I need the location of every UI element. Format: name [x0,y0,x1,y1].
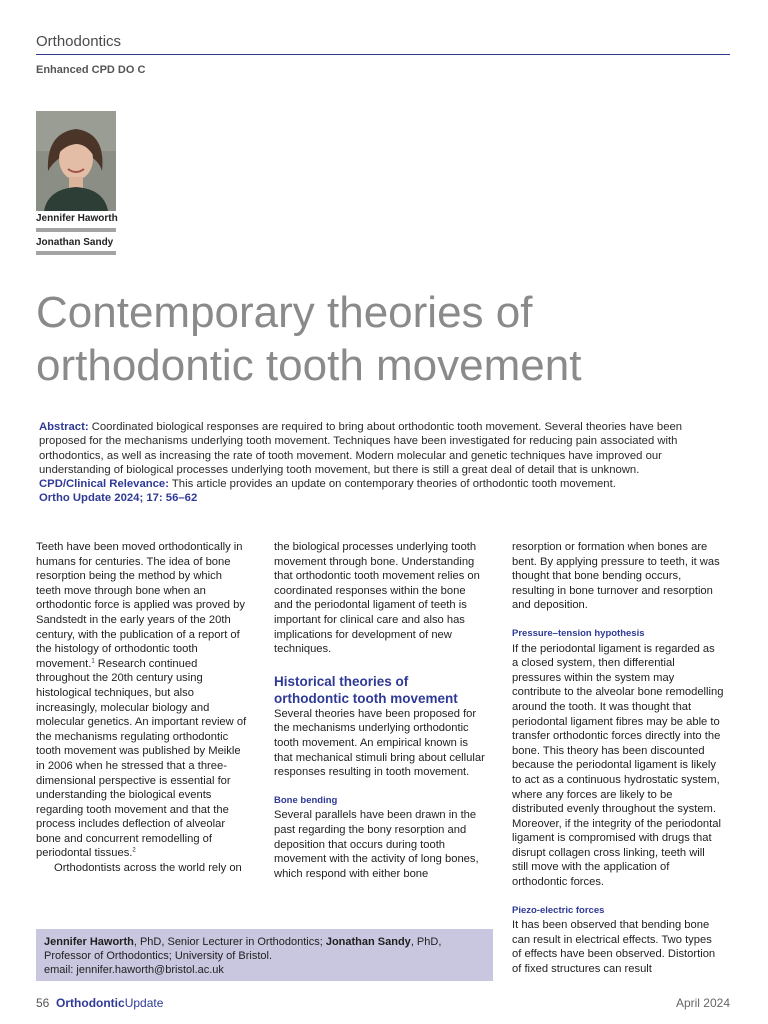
author-email[interactable]: email: jennifer.haworth@bristol.ac.uk [44,964,224,976]
col1-text-1: Teeth have been moved orthodontically in humans for centuries. The idea of bone resorption being the method by which teeth move through bone when an orthodontic force is applied was proved by Sandstedt in the early years of the 20th century, with the publication of a report of the histology of orthodontic tooth movement. [36,541,245,670]
col2-paragraph-3: Several parallels have been drawn in the past regarding the bony resorption and deposition that occurs during tooth movement with the activity of long bones, which respond with either bone [274,809,479,880]
col3-paragraph-3: It has been observed that bending bone can result in electrical effects. Two types of effects have been observed. Distortion of fixed structures can result [512,919,716,976]
affiliation-name-1: Jennifer Haworth [44,936,134,948]
cpd-relevance-text: This article provides an update on contemporary theories of orthodontic tooth movement. [168,478,616,491]
subheading-pressure-tension: Pressure–tension hypothesis [512,627,645,639]
reference-2: 2 [132,847,136,854]
column-2 [274,540,486,881]
cpd-label: Enhanced CPD DO C [36,64,146,76]
footer-left [36,996,163,1010]
column-1 [36,540,248,876]
author-photo [36,111,116,211]
page-number: 56 [36,996,50,1010]
col1-paragraph-2: Orthodontists across the world rely on [54,862,242,875]
col3-paragraph-1: resorption or formation when bones are bent. By applying pressure to teeth, it was thought that bone bending occurs, resulting in bone turnover and resorption and deposition. [512,541,720,612]
cpd-relevance-label: CPD/Clinical Relevance: [39,478,169,491]
col2-paragraph-2: Several theories have been proposed for the mechanisms underlying orthodontic tooth movement. An empirical known is that mechanical stimuli bring about cellular responses resulting in tooth movement. [274,707,485,779]
affiliation-name-2: Jonathan Sandy [325,936,411,948]
subheading-bone-bending: Bone bending [274,794,338,806]
abstract-text: Coordinated biological responses are required to bring about orthodontic tooth movement. Several theories have been proposed for the mechanisms underlying tooth movement. Techniques have been investigated for reducing pain associated with orthodontics, as well as increasing the rate of tooth movement. Modern molecular and genetic techniques have improved our understanding of biological processes underlying tooth movement, but there is still a great deal of detail that is unknown. [39,421,683,476]
citation: Ortho Update 2024; 17: 56–62 [39,492,198,505]
article-title-line-2: orthodontic tooth movement [36,341,582,390]
col2-paragraph-1: the biological processes underlying tooth movement through bone. Understanding that orthodontic tooth movement relies on coordinated responses within the bone and the periodontal ligament of teeth is important for clinical care and also has implications for development of new techniques. [274,541,480,656]
author-bar-1 [36,228,116,232]
col1-text-2: Research continued throughout the 20th century using histological techniques, but also increasingly, molecular biology and molecular genetics. An important review of the mechanisms regulating orthodontic tooth movement was published by Meikle in 2006 when he stressed that a three-dimensional perspective is essential for understanding the biological events regarding tooth movement and that the process includes deflection of alveolar bone and concurrent remodelling of periodontal tissues. [36,657,247,860]
section-heading-historical: Historical theories of orthodontic tooth movement [274,673,458,706]
article-title [36,286,736,392]
affiliation-detail-2: , PhD, Professor of Orthodontics; University of Bristol. [44,936,442,962]
author-affiliation-box [36,929,493,981]
author-name-1: Jennifer Haworth [36,213,118,224]
abstract [39,420,729,506]
col1-paragraph-1 [36,540,248,861]
header-rule [36,54,730,55]
section-label: Orthodontics [36,33,122,50]
affiliation-detail-1: , PhD, Senior Lecturer in Orthodontics; [133,936,326,948]
reference-1: 1 [91,658,95,665]
column-3 [512,540,724,977]
subheading-piezo-electric: Piezo-electric forces [512,904,605,916]
journal-name-regular: Update [124,996,164,1010]
author-name-2: Jonathan Sandy [36,237,114,248]
col3-paragraph-2: If the periodontal ligament is regarded as a closed system, then differential pressures within the system may contribute to the alveolar bone remodelling around the tooth. It was thought that periodontal ligament fibres may be able to transfer orthodontic forces directly into the bone. This theory has been discounted because the periodontal ligament is likely to act as a continuous hydrostatic system, where any forces are likely to be distributed evenly throughout the system. Moreover, if the integrity of the periodontal ligament is compromised with drugs that disrupt collagen cross linking, teeth will still move with the application of orthodontic forces. [512,642,724,889]
journal-name-bold: Orthodontic [56,996,125,1010]
abstract-label: Abstract: [39,421,89,433]
issue-date: April 2024 [675,996,730,1010]
author-portrait-image [36,111,116,211]
article-title-line-1: Contemporary theories of [36,288,533,337]
author-bar-2 [36,251,116,255]
